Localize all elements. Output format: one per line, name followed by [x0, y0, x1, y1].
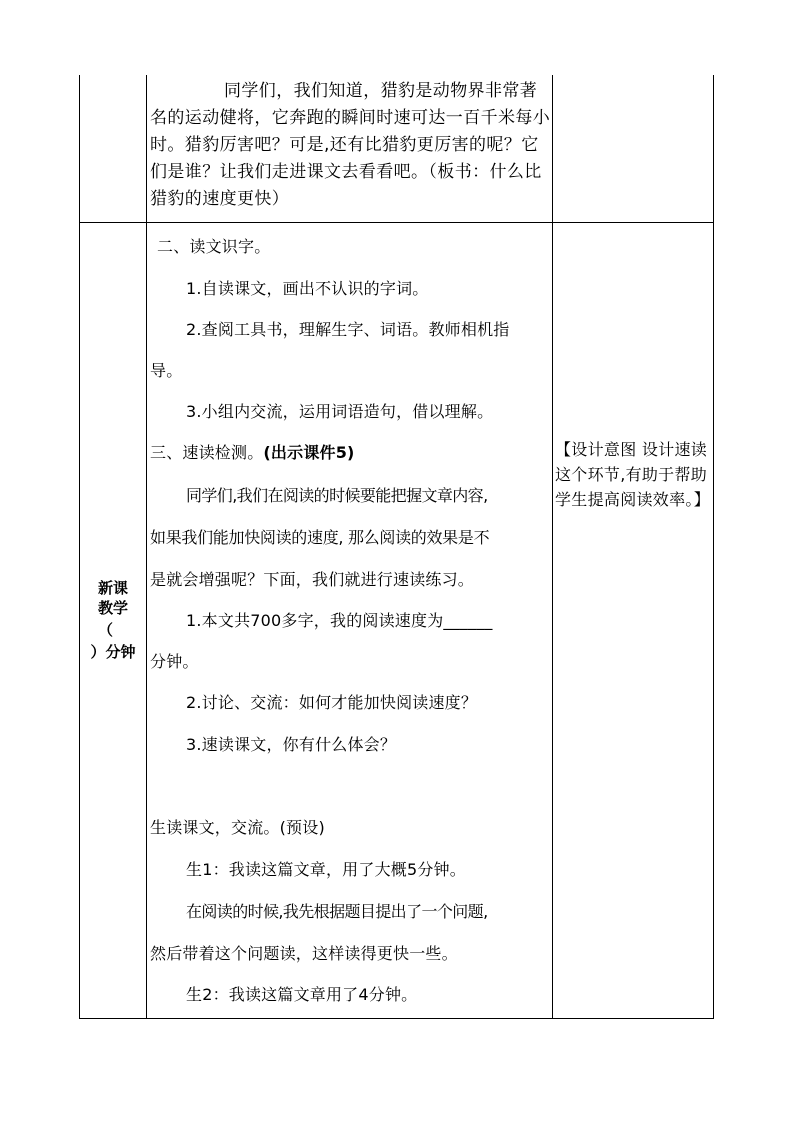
section2-item2-line2: 导。	[150, 361, 183, 380]
stage-label-line2: 教学	[97, 599, 128, 617]
table-border-left	[79, 75, 80, 1019]
table-row-divider	[79, 222, 714, 223]
section3-para-line1: 同学们,我们在阅读的时候要能把握文章内容,	[186, 486, 488, 505]
stage-label-line3: （	[98, 621, 114, 639]
table-border-right	[713, 75, 714, 1019]
student2-line: 生2：我读这篇文章用了4分钟。	[186, 985, 418, 1004]
section3-item1-line1: 1.本文共700多字，我的阅读速度为______	[186, 611, 493, 630]
section3-courseware-note: (出示课件5)	[263, 443, 355, 462]
student1-para-line1: 在阅读的时候,我先根据题目提出了一个问题,	[186, 902, 488, 921]
section3-para-line3: 是就会增强呢？下面，我们就进行速读练习。	[150, 570, 475, 589]
section3-para-line2: 如果我们能加快阅读的速度, 那么阅读的效果是不	[150, 528, 490, 547]
student1-para-line2: 然后带着这个问题读，这样读得更快一些。	[150, 944, 458, 963]
preset-line: 生读课文，交流。(预设)	[150, 818, 325, 837]
intro-paragraph	[150, 78, 552, 213]
section2-item2-line1: 2.查阅工具书，理解生字、词语。教师相机指	[186, 320, 510, 339]
section2-heading: 二、读文识字。	[157, 237, 271, 256]
section2-item1: 1.自读课文，画出不认识的字词。	[186, 279, 429, 298]
section2-item3: 3.小组内交流，运用词语造句，借以理解。	[186, 402, 494, 421]
section3-item3: 3.速读课文，你有什么体会？	[186, 735, 397, 754]
section3-item1-line2: 分钟。	[150, 652, 199, 671]
table-border-bottom	[79, 1018, 714, 1019]
table-divider-2	[552, 75, 553, 1019]
stage-label-line1: 新课	[97, 579, 128, 597]
table-divider-1	[146, 75, 147, 1019]
section3-item2: 2.讨论、交流：如何才能加快阅读速度？	[186, 693, 478, 712]
stage-label-line4: ）分钟	[90, 643, 136, 661]
section3-heading	[150, 443, 355, 463]
section3-heading-text: 三、速读检测。	[150, 443, 264, 462]
intro-text: 同学们，我们知道，猎豹是动物界非常著名的运动健将，它奔跑的瞬间时速可达一百千米每小时。猎豹厉害吧？可是,还有比猎豹更厉害的呢？它们是谁？让我们走进课文去看看吧。（板书：什么比猎豹的速度更快）	[150, 81, 551, 209]
design-intent-note: 【设计意图 设计速读这个环节,有助于帮助学生提高阅读效率。】	[555, 440, 711, 509]
student1-line: 生1：我读这篇文章，用了大概5分钟。	[186, 860, 466, 879]
